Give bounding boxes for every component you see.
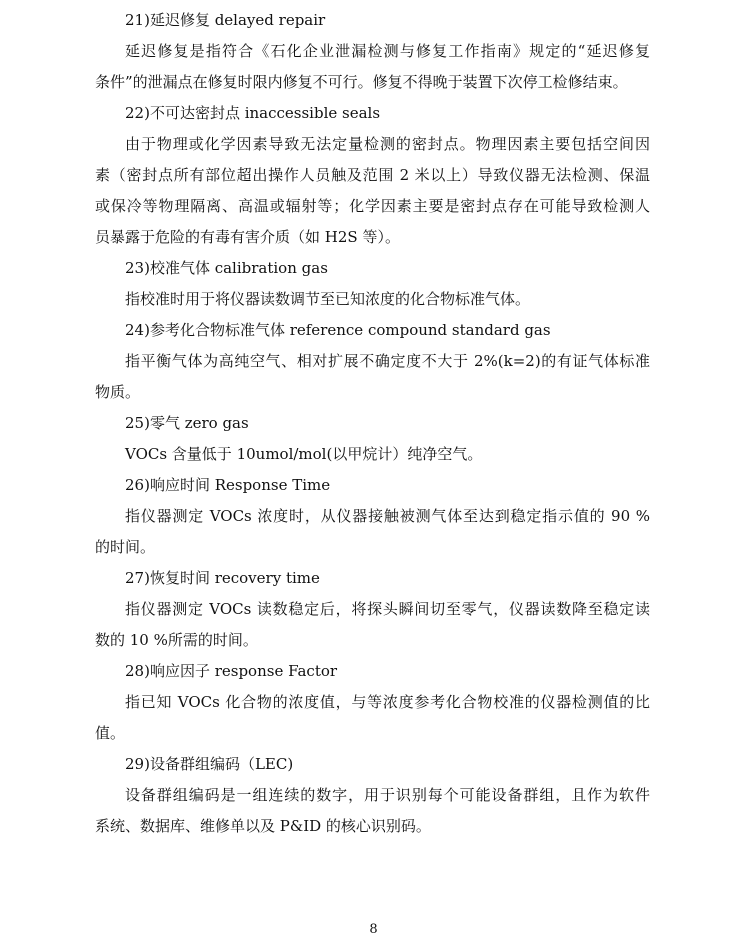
term-heading-23: 23)校准气体 calibration gas (125, 259, 328, 277)
definition-line: 条件”的泄漏点在修复时限内修复不可行。修复不得晚于装置下次停工检修结束。 (95, 73, 628, 91)
definition-line: 指校准时用于将仪器读数调节至已知浓度的化合物标准气体。 (125, 290, 531, 308)
definition-line: 素（密封点所有部位超出操作人员触及范围 2 米以上）导致仪器无法检测、保温 (95, 166, 650, 184)
definition-line: 的时间。 (95, 538, 156, 556)
definition-line: 物质。 (95, 383, 141, 401)
term-heading-26: 26)响应时间 Response Time (125, 476, 331, 494)
term-heading-22: 22)不可达密封点 inaccessible seals (125, 104, 381, 122)
term-heading-27: 27)恢复时间 recovery time (125, 569, 320, 587)
definition-line: 延迟修复是指符合《石化企业泄漏检测与修复工作指南》规定的“延迟修复 (125, 42, 650, 60)
definition-line: 指已知 VOCs 化合物的浓度值，与等浓度参考化合物校准的仪器检测值的比 (125, 693, 650, 711)
glossary-body (95, 5, 650, 842)
definition-line: 设备群组编码是一组连续的数字，用于识别每个可能设备群组，且作为软件 (125, 786, 650, 804)
definition-line: 指仪器测定 VOCs 读数稳定后，将探头瞬间切至零气，仪器读数降至稳定读 (125, 600, 650, 618)
term-heading-24: 24)参考化合物标准气体 reference compound standard gas (125, 321, 551, 339)
definition-line: VOCs 含量低于 10umol/mol(以甲烷计）纯净空气。 (125, 445, 483, 463)
term-heading-25: 25)零气 zero gas (125, 414, 249, 432)
definition-line: 员暴露于危险的有毒有害介质（如 H2S 等）。 (95, 228, 400, 246)
term-heading-29: 29)设备群组编码（LEC) (125, 755, 294, 773)
definition-line: 系统、数据库、维修单以及 P&ID 的核心识别码。 (95, 817, 431, 835)
definition-line: 指仪器测定 VOCs 浓度时，从仪器接触被测气体至达到稳定指示值的 90 % (125, 507, 650, 525)
definition-line: 或保冷等物理隔离、高温或辐射等；化学因素主要是密封点存在可能导致检测人 (95, 197, 650, 215)
definition-line: 由于物理或化学因素导致无法定量检测的密封点。物理因素主要包括空间因 (125, 135, 650, 153)
definition-line: 数的 10 %所需的时间。 (95, 631, 258, 649)
term-heading-21: 21)延迟修复 delayed repair (125, 11, 326, 29)
definition-line: 值。 (95, 724, 126, 742)
definition-line: 指平衡气体为高纯空气、相对扩展不确定度不大于 2%(k=2)的有证气体标准 (125, 352, 650, 370)
page-number: 8 (369, 922, 378, 937)
term-heading-28: 28)响应因子 response Factor (125, 662, 338, 680)
